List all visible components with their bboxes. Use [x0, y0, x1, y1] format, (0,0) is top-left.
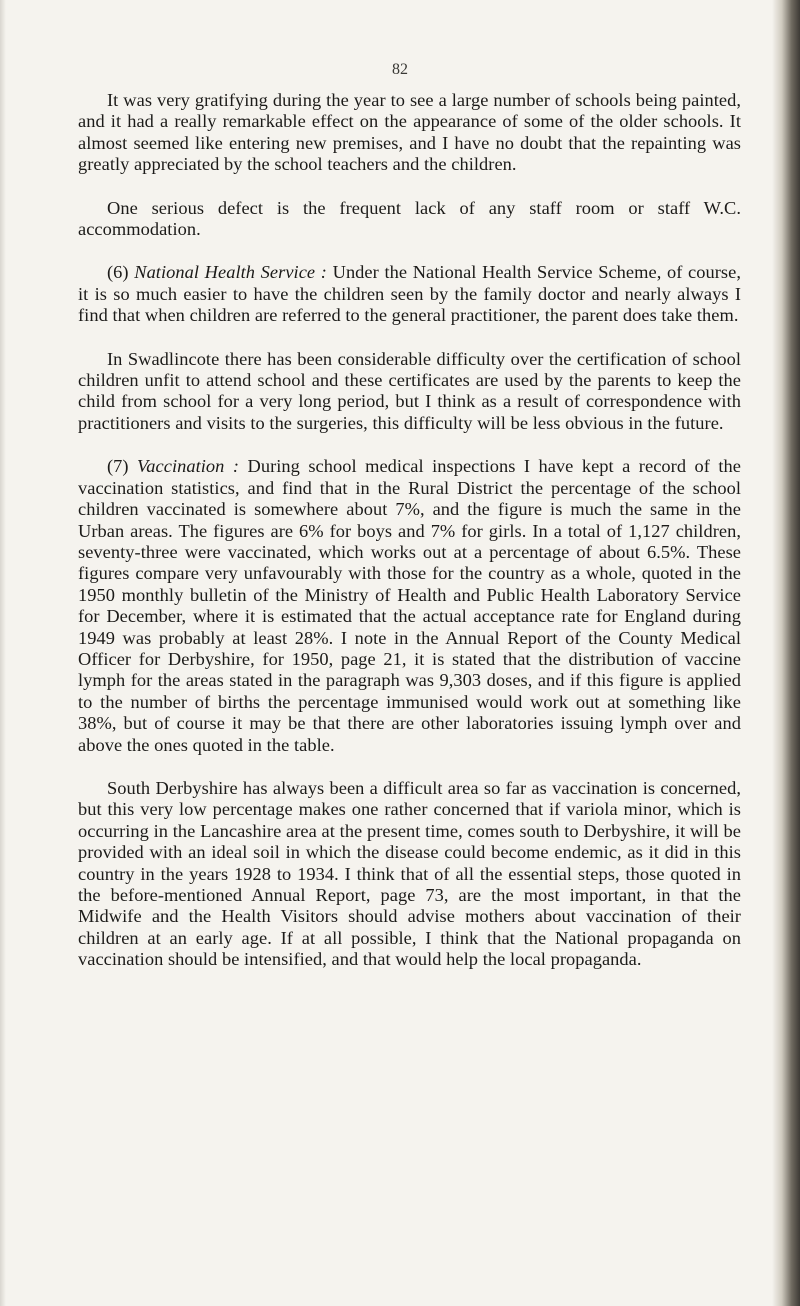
paragraph-south-derbyshire: South Derbyshire has always been a difficult area so far as vaccination is concerned, but this very low percentage makes one rather concerned that if variola minor, which is occurring in the Lancashire area at the present time, comes south to Derbyshire, it will be provided with an ideal soil in which the disease could become endemic, as it did in this country in the years 1928 to 1934. I think that of all the essential steps, those quoted in the before-mentioned Annual Report, page 73, are the most important, in that the Midwife and the Health Visitors should advise mothers about vaccination of their children at an early age. If at all possible, I think that the National propaganda on vaccination should be intensified, and that would help the local propaganda.: [78, 777, 741, 970]
section-heading: National Health Service :: [134, 262, 327, 283]
page-left-shadow: [0, 0, 6, 1306]
section-heading: Vaccination :: [137, 456, 240, 477]
report-body: [78, 90, 741, 993]
page-number: 82: [392, 61, 408, 78]
section-text: Under the National Health Service Scheme, of course, it is so much easier to have the children seen by the family doctor and nearly always I find that when children are referred to the general practitioner, the parent does take them.: [78, 262, 742, 326]
section-number: (7): [107, 456, 129, 477]
paragraph-vaccination: [78, 456, 741, 756]
section-text: During school medical inspections I have kept a record of the vaccination statistics, and find that in the Rural District the percentage of the school children vaccinated is somewhere about 7%, and the figure is much the same in the Urban areas. The figures are 6% for boys and 7% for girls. In a total of 1,127 children, seventy-three were vaccinated, which works out at a percentage of about 6.5%. These figures compare very unfavourably with those for the country as a whole, quoted in the 1950 monthly bulletin of the Ministry of Health and Public Health Laboratory Service for December, where it is estimated that the actual acceptance rate for England during 1949 was probably at least 28%. I note in the Annual Report of the County Medical Officer for Derbyshire, for 1950, page 21, it is stated that the distribution of vaccine lymph for the areas stated in the paragraph was 9,303 doses, and if this figure is applied to the number of births the percentage immunised would work out at something like 38%, but of course it may be that there are other laboratories issuing lymph over and above the ones quoted in the table.: [78, 456, 741, 755]
paragraph-staff-room: One serious defect is the frequent lack of any staff room or staff W.C. accommodation.: [78, 197, 741, 240]
section-number: (6): [107, 262, 129, 283]
paragraph-school-painting: It was very gratifying during the year to see a large number of schools being painted, and it had a really remarkable effect on the appearance of some of the older schools. It almost seemed like entering new premises, and I have no doubt that the repainting was greatly appreciated by the school teachers and the children.: [78, 90, 741, 175]
paragraph-national-health-service: [78, 262, 741, 326]
paragraph-swadlincote: In Swadlincote there has been considerable difficulty over the certification of school children unfit to attend school and these certificates are used by the parents to keep the child from school for a very long period, but I think as a result of correspondence with practitioners and visits to the surgeries, this difficulty will be less obvious in the future.: [78, 348, 741, 433]
page-binding-shadow: [772, 0, 800, 1306]
